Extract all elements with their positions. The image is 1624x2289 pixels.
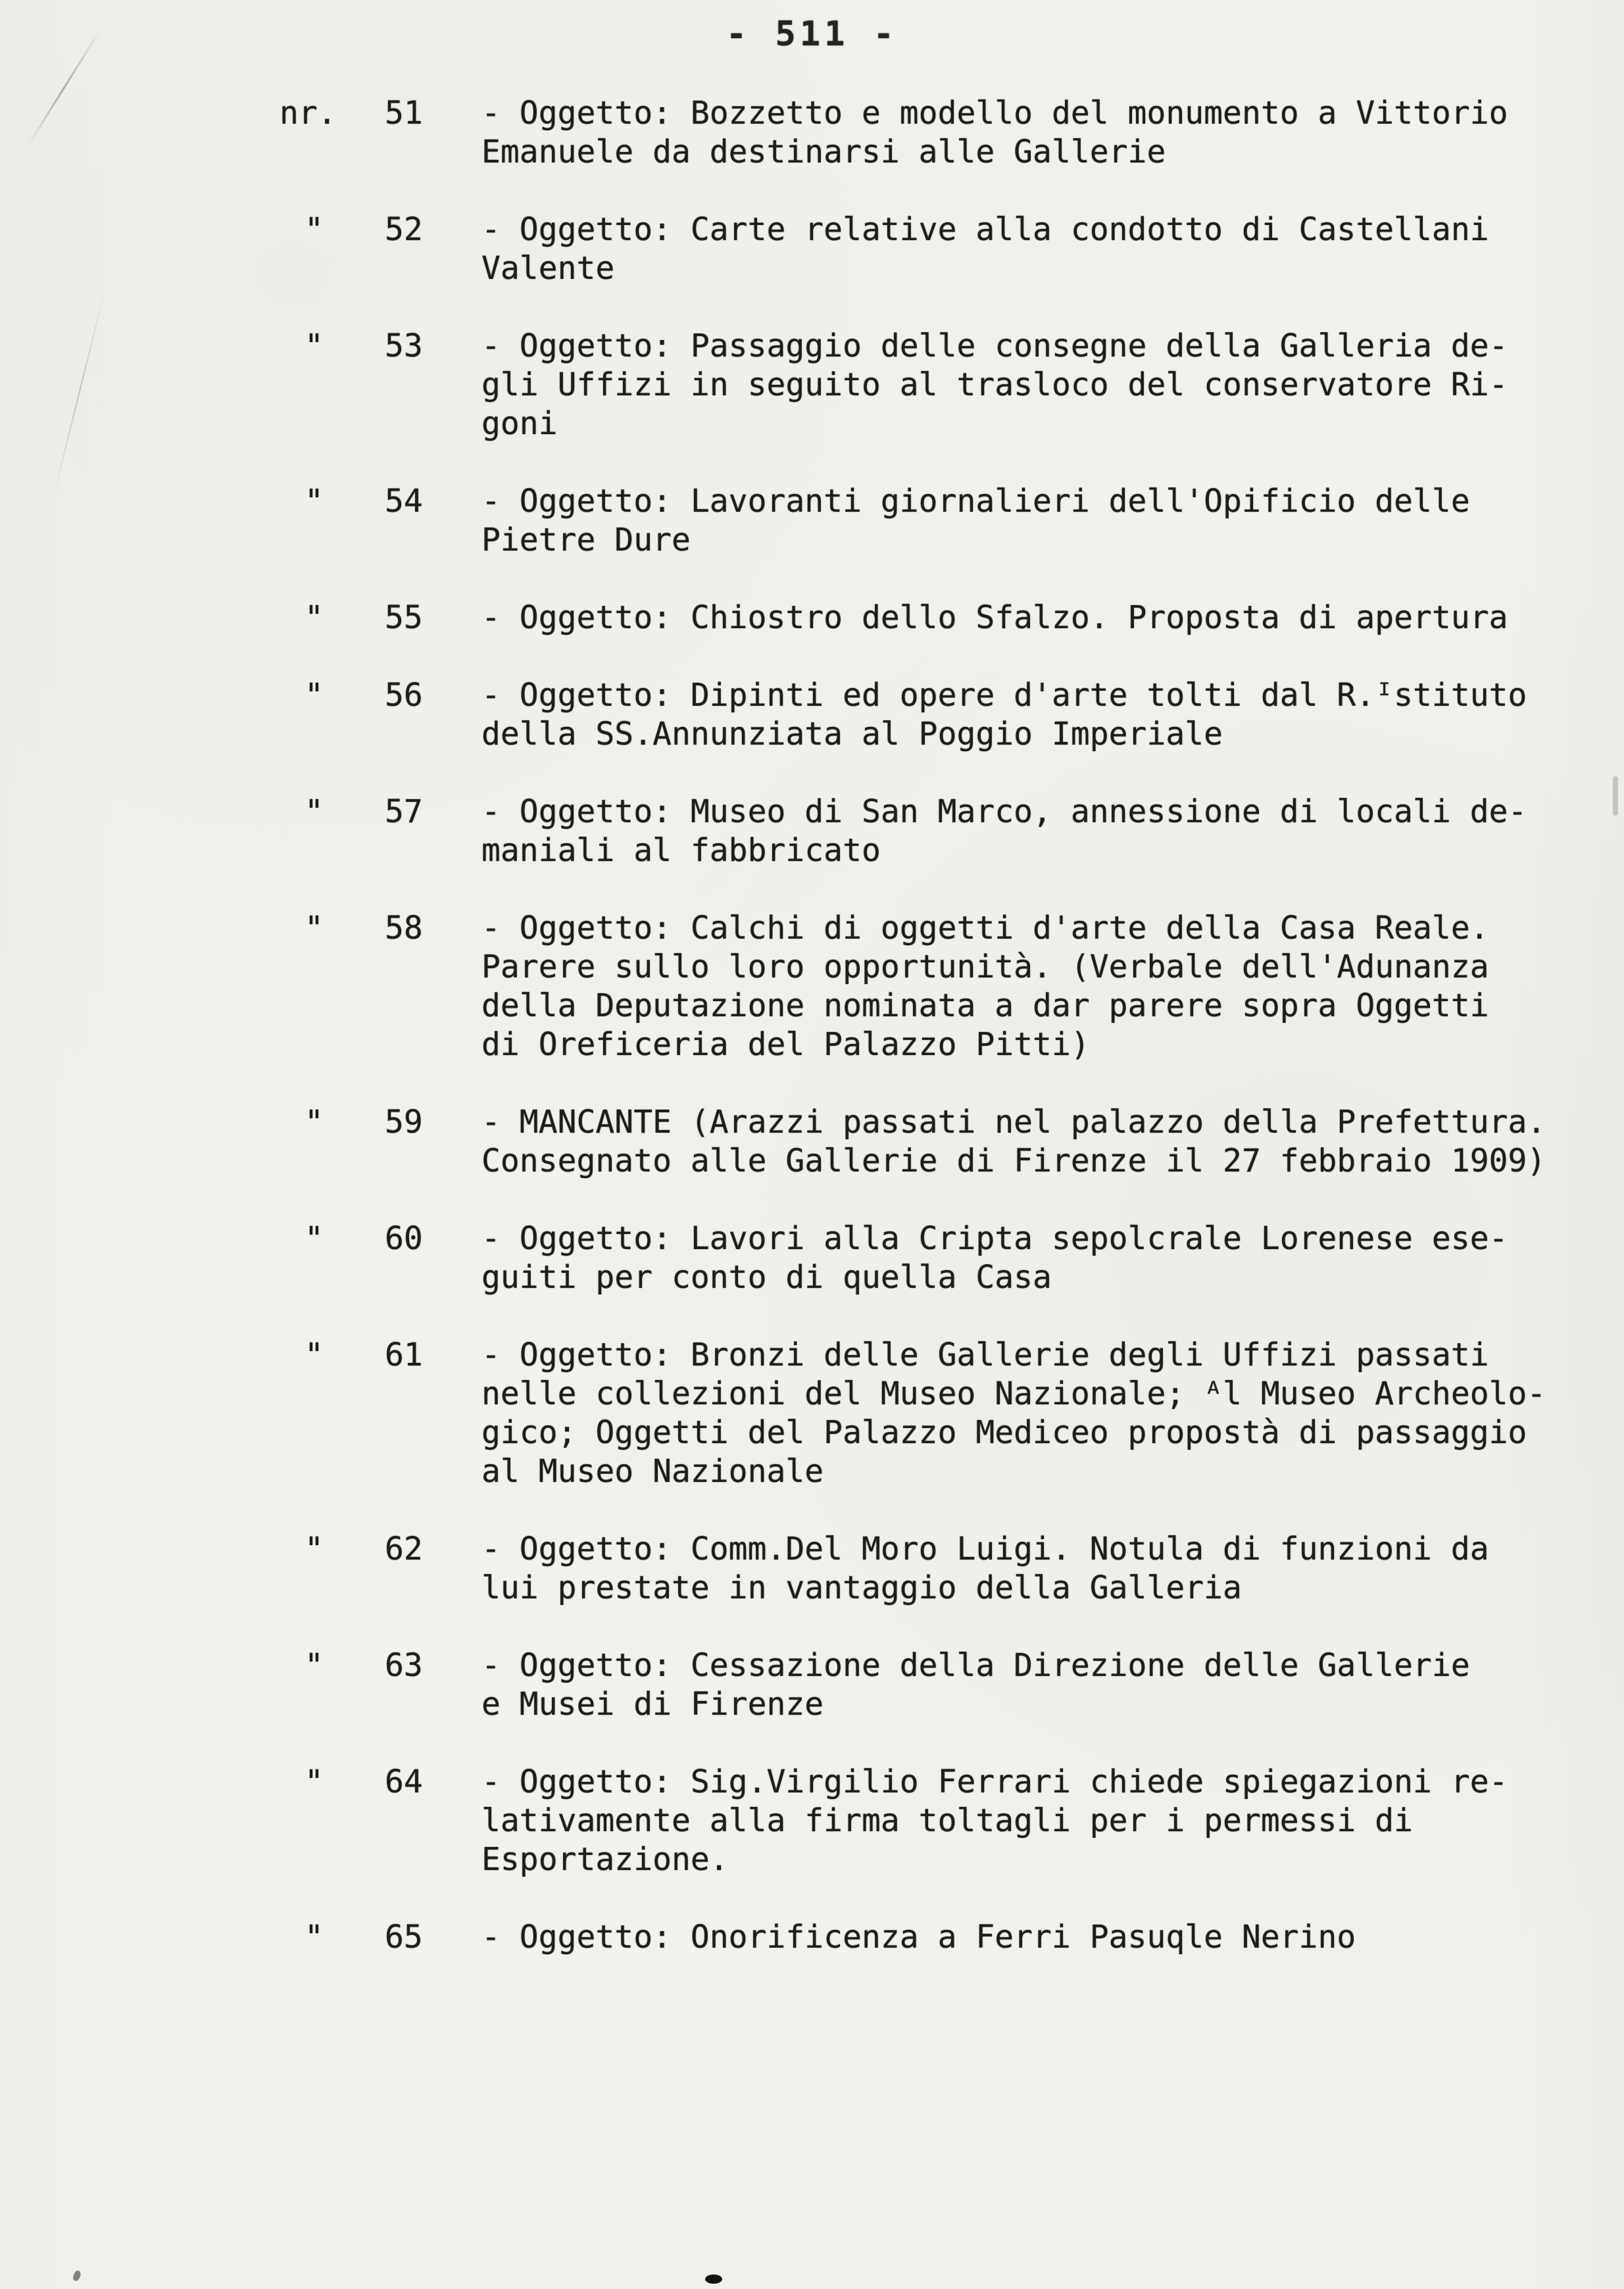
entry-number: 65 — [385, 1919, 423, 1956]
entry-row — [280, 1530, 1552, 1608]
entry-marker: " — [305, 211, 324, 248]
entry-number: 53 — [385, 328, 423, 364]
entry-text-line: - MANCANTE (Arazzi passati nel palazzo della Prefettura. — [481, 1104, 1546, 1141]
entry-text-line: - Oggetto: Lavoranti giornalieri dell'Opificio delle — [481, 483, 1470, 520]
entry-marker: " — [305, 1647, 324, 1684]
entry-marker: " — [305, 1104, 324, 1141]
entry-row — [280, 94, 1552, 172]
entry-number: 59 — [385, 1104, 423, 1141]
entry-text — [481, 1336, 1552, 1491]
entry-marker: " — [305, 910, 324, 947]
entry-marker: " — [305, 328, 324, 364]
entry-text — [481, 1219, 1552, 1297]
entry-number: 63 — [385, 1647, 423, 1684]
entry-marker: " — [305, 1337, 324, 1373]
entry-number: 61 — [385, 1337, 423, 1373]
entry-marker: nr. — [280, 95, 337, 132]
entry-text-line: di Oreficeria del Palazzo Pitti) — [481, 1026, 1090, 1063]
entry-marker: " — [305, 1763, 324, 1800]
page-number: - 511 - — [726, 14, 898, 54]
scan-artifact — [72, 2270, 82, 2282]
scan-artifact — [1613, 776, 1618, 816]
entry-text-line: - Oggetto: Onorificenza a Ferri Pasuqle Nerino — [481, 1919, 1356, 1956]
entry-marker: " — [305, 677, 324, 714]
entry-text-line: Pietre Dure — [481, 522, 691, 558]
entry-text-line: Consegnato alle Gallerie di Firenze il 27 febbraio 1909) — [481, 1143, 1546, 1179]
entry-text-line: - Oggetto: Passaggio delle consegne della Galleria de- — [481, 328, 1508, 364]
entry-list — [280, 94, 1552, 1996]
entry-number: 54 — [385, 483, 423, 520]
entry-number: 51 — [385, 95, 423, 132]
entry-text — [481, 327, 1552, 443]
entry-text-line: Valente — [481, 250, 615, 287]
entry-row — [280, 1219, 1552, 1297]
entry-row — [280, 1336, 1552, 1491]
entry-row — [280, 210, 1552, 288]
entry-text-line: - Oggetto: Bozzetto e modello del monumento a Vittorio — [481, 95, 1508, 132]
entry-text-line: - Oggetto: Sig.Virgilio Ferrari chiede spiegazioni re- — [481, 1763, 1508, 1800]
entry-text-line: Parere sullo loro opportunità. (Verbale dell'Adunanza — [481, 948, 1489, 985]
entry-text — [481, 94, 1552, 172]
entry-row — [280, 909, 1552, 1064]
entry-row — [280, 482, 1552, 560]
entry-text-line: - Oggetto: Cessazione della Direzione delle Gallerie — [481, 1647, 1470, 1684]
entry-row — [280, 676, 1552, 754]
entry-text-line: al Museo Nazionale — [481, 1453, 824, 1490]
entry-text — [481, 1530, 1552, 1608]
entry-text-line: maniali al fabbricato — [481, 832, 881, 869]
entry-text — [481, 210, 1552, 288]
entry-number: 60 — [385, 1220, 423, 1257]
entry-text-line: - Oggetto: Bronzi delle Gallerie degli Uffizi passati — [481, 1337, 1489, 1373]
entry-text-line: - Oggetto: Chiostro dello Sfalzo. Proposta di apertura — [481, 599, 1508, 636]
scan-artifact — [53, 286, 107, 497]
entry-text-line: goni — [481, 405, 558, 442]
entry-row — [280, 327, 1552, 443]
entry-text-line: - Oggetto: Museo di San Marco, annessione di locali de- — [481, 793, 1527, 830]
entry-text-line: della Deputazione nominata a dar parere sopra Oggetti — [481, 987, 1489, 1024]
entry-marker: " — [305, 483, 324, 520]
entry-row — [280, 1918, 1552, 1957]
entry-text-line: - Oggetto: Dipinti ed opere d'arte tolti dal R.ᴵstituto — [481, 677, 1527, 714]
entry-marker: " — [305, 1919, 324, 1956]
entry-text — [481, 482, 1552, 560]
entry-text-line: lui prestate in vantaggio della Galleria — [481, 1569, 1242, 1606]
entry-row — [280, 1103, 1552, 1181]
entry-row — [280, 1763, 1552, 1879]
entry-text-line: - Oggetto: Lavori alla Cripta sepolcrale Lorenese ese- — [481, 1220, 1508, 1257]
entry-marker: " — [305, 599, 324, 636]
entry-row — [280, 793, 1552, 870]
entry-row — [280, 599, 1552, 637]
entry-number: 56 — [385, 677, 423, 714]
entry-marker: " — [305, 1220, 324, 1257]
entry-number: 64 — [385, 1763, 423, 1800]
entry-text-line: Esportazione. — [481, 1841, 729, 1878]
entry-text — [481, 676, 1552, 754]
entry-text-line: nelle collezioni del Museo Nazionale; ᴬl Museo Archeolo- — [481, 1375, 1546, 1412]
entry-text — [481, 909, 1552, 1064]
entry-marker: " — [305, 1531, 324, 1567]
entry-text — [481, 1763, 1552, 1879]
entry-number: 57 — [385, 793, 423, 830]
entry-number: 58 — [385, 910, 423, 947]
entry-text — [481, 1646, 1552, 1724]
entry-text-line: gli Uffizi in seguito al trasloco del conservatore Ri- — [481, 366, 1508, 403]
entry-text-line: - Oggetto: Comm.Del Moro Luigi. Notula di funzioni da — [481, 1531, 1489, 1567]
entry-number: 62 — [385, 1531, 423, 1567]
scan-artifact — [705, 2275, 722, 2284]
entry-row — [280, 1646, 1552, 1724]
entry-text-line: - Oggetto: Calchi di oggetti d'arte della Casa Reale. — [481, 910, 1489, 947]
entry-text-line: - Oggetto: Carte relative alla condotto di Castellani — [481, 211, 1489, 248]
entry-number: 55 — [385, 599, 423, 636]
entry-text — [481, 793, 1552, 870]
entry-text-line: della SS.Annunziata al Poggio Imperiale — [481, 716, 1223, 752]
entry-marker: " — [305, 793, 324, 830]
entry-text — [481, 599, 1552, 637]
entry-text-line: e Musei di Firenze — [481, 1686, 824, 1723]
entry-text-line: lativamente alla firma toltagli per i permessi di — [481, 1802, 1414, 1839]
entry-number: 52 — [385, 211, 423, 248]
entry-text — [481, 1918, 1552, 1957]
entry-text — [481, 1103, 1552, 1181]
entry-text-line: guiti per conto di quella Casa — [481, 1259, 1052, 1296]
entry-text-line: Emanuele da destinarsi alle Gallerie — [481, 134, 1166, 170]
entry-text-line: gico; Oggetti del Palazzo Mediceo propostà di passaggio — [481, 1414, 1527, 1451]
